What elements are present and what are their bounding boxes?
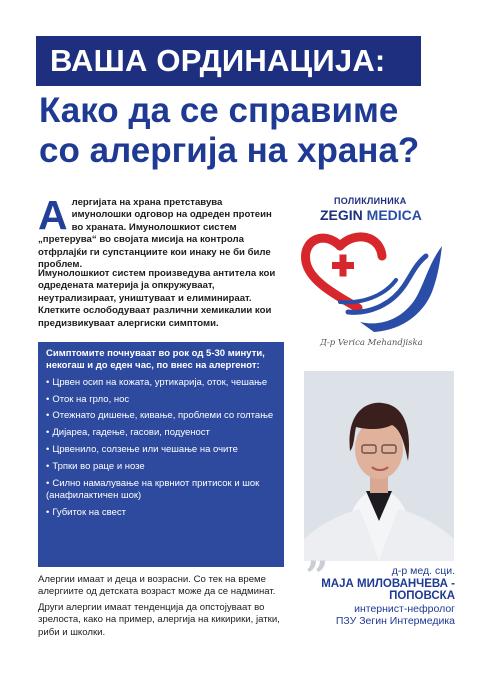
symptom-text: Трпки во раце и нозе — [52, 460, 145, 472]
bullet-icon: • — [46, 477, 50, 489]
clinic-logo — [300, 196, 460, 356]
symptom-item — [46, 410, 276, 422]
logo-caption: ПОЛИКЛИНИКА — [334, 196, 407, 206]
symptoms-intro: Симптомите почнуваат во рок од 5-30 минути, некогаш и до еден час, по внес на алергенот: — [46, 348, 265, 372]
doctor-institution: ПЗУ Зегин Интермедика — [335, 615, 455, 628]
signature: Д-р Verica Mehandjiska — [320, 338, 423, 348]
symptom-item — [46, 427, 276, 439]
symptom-text: Дијареа, гадење, гасови, подуеност — [52, 427, 210, 439]
article-headline — [39, 91, 479, 171]
bullet-icon: • — [46, 410, 50, 422]
logo-brand — [320, 207, 422, 223]
doctor-credit — [285, 565, 455, 628]
bullet-icon: • — [46, 460, 50, 472]
symptom-item — [46, 461, 276, 473]
symptom-item — [46, 478, 276, 503]
bullet-icon: • — [46, 506, 50, 518]
logo-brand-part-1: ZEGIN — [320, 207, 363, 223]
symptom-text: Силно намалување на крвниот притисок и шок (анафилактичен шок) — [46, 477, 260, 501]
lead-text: лергијата на храна претставува имунолошки одговор на одреден протеин во храната. Имунолошкиот систем „претерува“ во својата мисија на контрола отфрлајќи ги супстанциите кои инаку не би биле проблем. — [38, 197, 272, 271]
closing-paragraph: Други алергии имаат тенденција да опстојуваат во зрелоста, како на пример, алергија на кикирики, јатки, риби и школки. — [38, 601, 280, 638]
quote-mark-icon: „ — [306, 530, 330, 577]
symptom-text: Црвенило, солзење или чешање на очите — [52, 444, 238, 455]
symptom-text: Црвен осип на кожата, уртикарија, оток, чешање — [52, 376, 268, 388]
symptom-item — [46, 444, 276, 456]
drop-cap: А — [38, 192, 68, 238]
logo-brand-part-2: MEDICA — [366, 207, 422, 223]
bullet-icon: • — [46, 444, 50, 455]
closing-paragraph: Алергии имаат и деца и возрасни. Со тек на време алергиите од детската возраст може да се надминат. — [38, 574, 276, 598]
closing-text — [38, 574, 284, 642]
headline-line-1: Како да се справиме — [39, 91, 399, 130]
section-banner: ВАША ОРДИНАЦИЈА: — [36, 36, 421, 86]
bullet-icon: • — [46, 376, 50, 388]
symptom-item — [46, 394, 276, 406]
symptom-item — [46, 377, 276, 389]
symptoms-box — [38, 342, 284, 567]
symptom-text: Губиток на свест — [52, 506, 127, 518]
body-paragraph: Имунолошкиот систем произведува антитела кои одредената материја ја опкружуваат, неутрализираат, уништуваат и елиминираат. Клетките ослободуваат различни хемикалии кои предизвикуваат алергиски симптоми. — [38, 268, 276, 329]
bullet-icon: • — [46, 393, 50, 405]
headline-line-2: со алергија на храна? — [39, 131, 420, 170]
symptom-item — [46, 507, 276, 519]
doctor-name-line-2: ПОПОВСКА — [389, 590, 455, 603]
doctor-specialty: интернист-нефролог — [354, 602, 455, 615]
bullet-icon: • — [46, 427, 50, 439]
doctor-title: д-р мед. сци. — [391, 565, 455, 577]
heart-hand-icon — [300, 226, 460, 338]
symptom-text: Отежнато дишење, кивање, проблеми со голтање — [52, 410, 274, 422]
symptom-text: Оток на грло, нос — [52, 393, 130, 405]
lead-paragraph — [38, 192, 280, 271]
doctor-name-line-1: МАЈА МИЛОВАНЧЕВА - — [321, 577, 455, 590]
